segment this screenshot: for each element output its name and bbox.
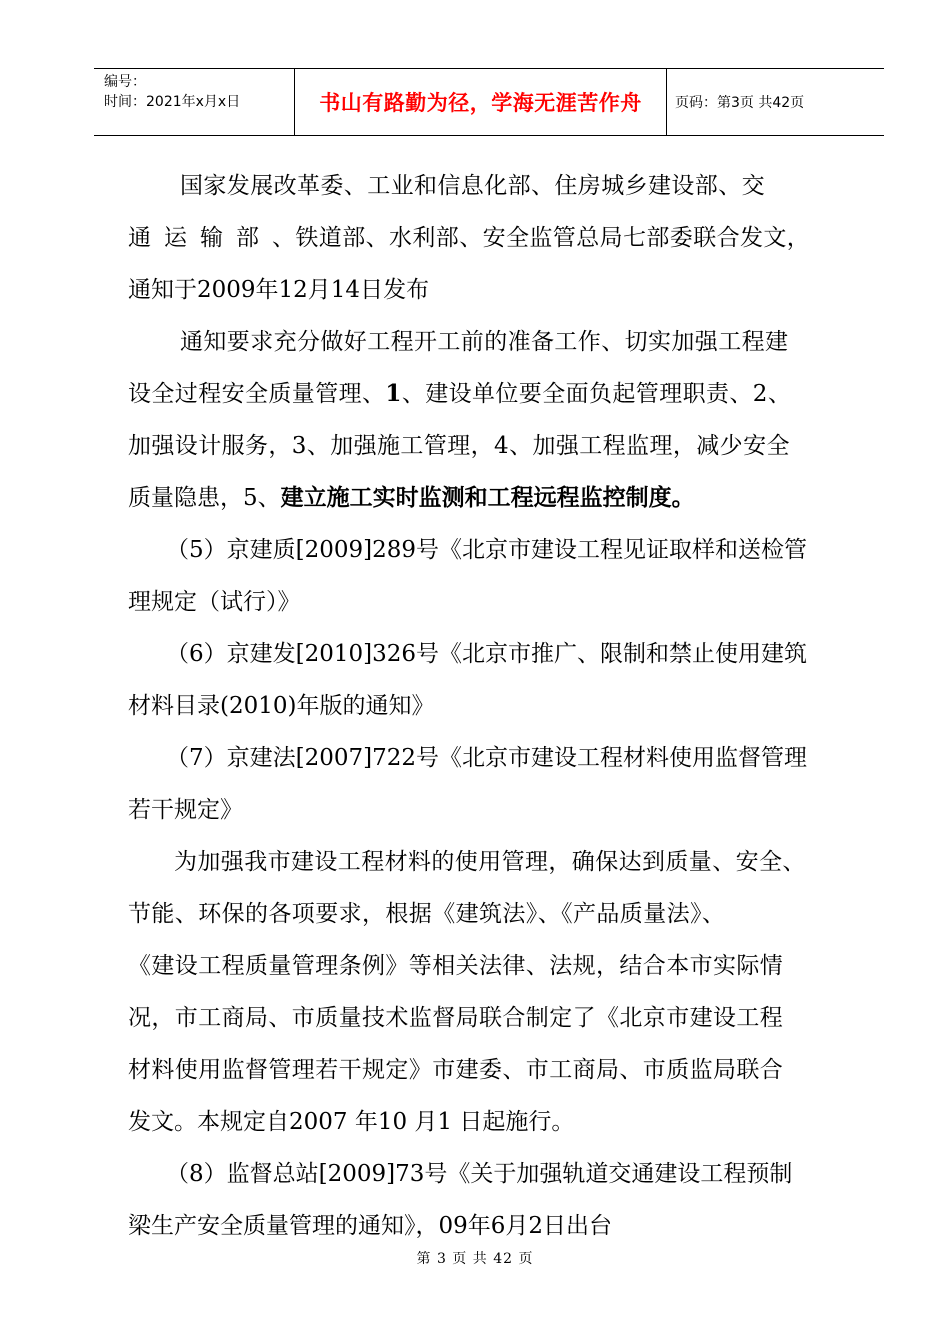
document-header [94,68,884,136]
paragraph-line [128,472,856,524]
header-page-label: 页码：第3页 共42页 [675,95,805,111]
paragraph-line: 材料目录(2010)年版的通知》 [128,693,435,719]
text-run: 1 [385,380,402,407]
page-footer: 第 3 页 共 42 页 [416,1251,534,1267]
text-run: 通运输部 [128,225,272,251]
paragraph-line: 若干规定》 [128,797,243,823]
document-body [128,160,856,1252]
text-run: 、铁道部、水利部、安全监管总局七部委联合发文， [272,225,811,251]
text-run: 质量隐患，5、 [128,485,281,511]
paragraph-line: 为加强我市建设工程材料的使用管理，确保达到质量、安全、 [174,849,806,875]
paragraph-line: 发文。本规定自2007 年10 月1 日起施行。 [128,1109,575,1135]
paragraph-line: 理规定（试行）》 [128,589,301,615]
time-label: 时间：2021年x月x日 [104,94,241,110]
paragraph-line: 《建设工程质量管理条例》等相关法律、法规，结合本市实际情 [128,953,784,979]
paragraph-line: 通知要求充分做好工程开工前的准备工作、切实加强工程建 [180,329,789,355]
header-meta [94,69,295,135]
text-run: 、建设单位要全面负起管理职责、2、 [401,381,792,407]
text-run: 设全过程安全质量管理、 [128,381,386,407]
bold-text-run: 建立施工实时监测和工程远程监控制度。 [280,484,695,511]
paragraph-line [128,368,856,420]
header-motto: 书山有路勤为径，学海无涯苦作舟 [295,69,667,135]
paragraph-line: 况，市工商局、市质量技术监督局联合制定了《北京市建设工程 [128,1005,784,1031]
paragraph-line [128,212,856,264]
paragraph-line: 材料使用监督管理若干规定》市建委、市工商局、市质监局联合 [128,1057,784,1083]
serial-number-label: 编号： [104,74,146,90]
paragraph-line: （5）京建质[2009]289号《北京市建设工程见证取样和送检管 [166,537,808,563]
paragraph-line: 梁生产安全质量管理的通知》，09年6月2日出台 [128,1213,613,1239]
paragraph-line: 通知于2009年12月14日发布 [128,277,430,303]
paragraph-line: 节能、环保的各项要求，根据《建筑法》、《产品质量法》、 [128,901,726,927]
paragraph-line: （7）京建法[2007]722号《北京市建设工程材料使用监督管理 [166,745,808,771]
paragraph-line: （6）京建发[2010]326号《北京市推广、限制和禁止使用建筑 [166,641,808,667]
paragraph-line: 加强设计服务，3、加强施工管理，4、加强工程监理，减少安全 [128,433,790,459]
paragraph-line: 国家发展改革委、工业和信息化部、住房城乡建设部、交 [180,173,765,199]
paragraph-line: （8）监督总站[2009]73号《关于加强轨道交通建设工程预制 [166,1161,793,1187]
